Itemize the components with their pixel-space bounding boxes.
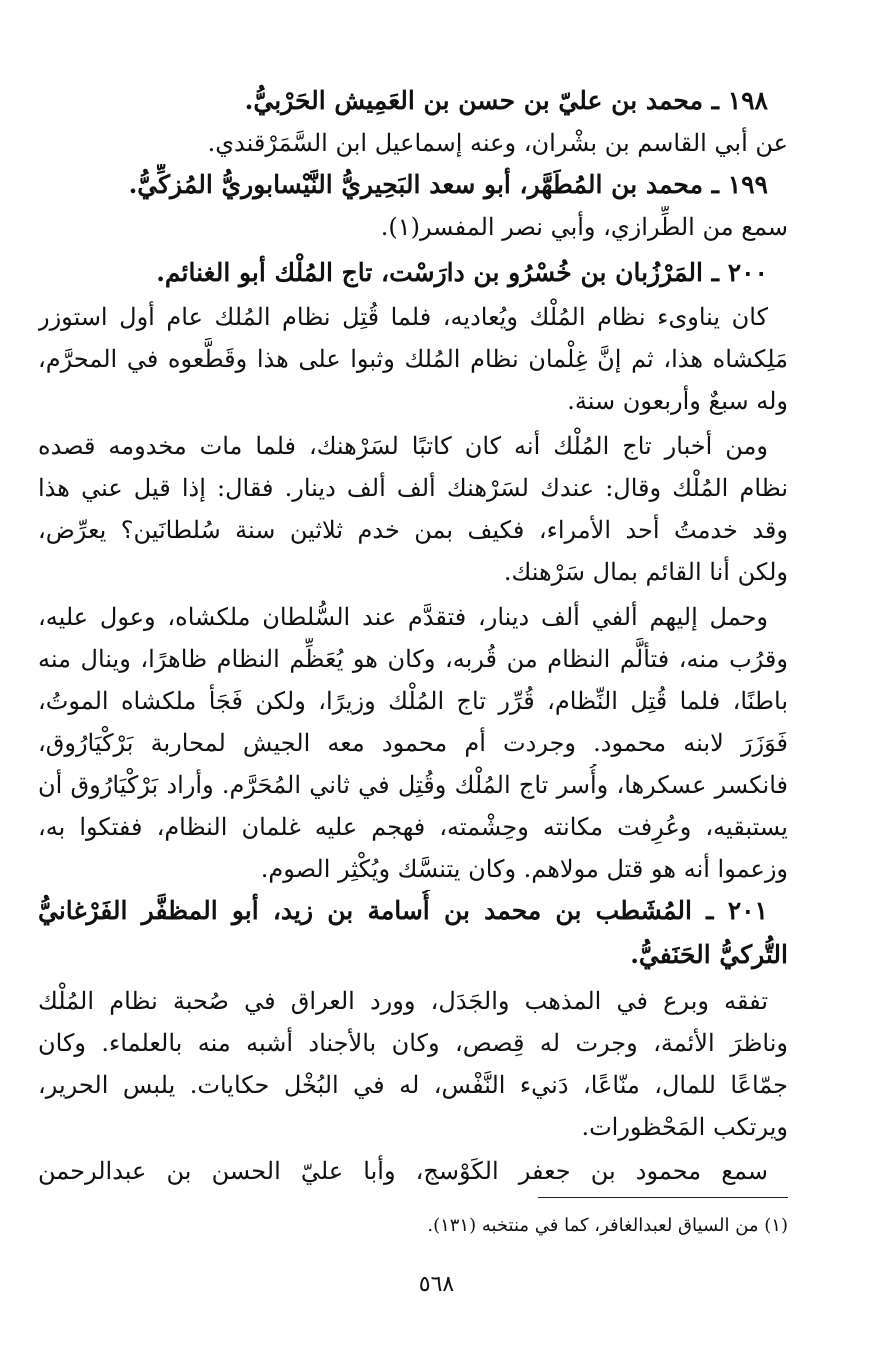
text-line: فانكسر عسكرها، وأُسر تاج المُلْك وقُتِل في ثاني المُحَرَّم. وأراد بَرْكْيَارُوق أن (38, 771, 788, 799)
text-line: عن أبي القاسم بن بشْران، وعنه إسماعيل ابن السَّمَرْقندي. (207, 129, 788, 157)
main-text (38, 0, 788, 1200)
text-line: مَلِكشاه هذا، ثم إنَّ غِلْمان نظام المُلك وثبوا على هذا وقَطَّعوه في المحرَّم، (38, 345, 788, 373)
text-line: وقد خدمتُ أحد الأمراء، فكيف بمن خدم ثلاثين سنة سُلطانَين؟ يعرِّض، (38, 516, 788, 544)
text-line: وله سبعٌ وأربعون سنة. (567, 387, 788, 415)
text-line: ويرتكب المَحْظورات. (581, 1113, 788, 1141)
entry-heading-200: ٢٠٠ ـ المَرْزُبان بن خُسْرُو بن دارَسْت، تاج المُلْك أبو الغنائم. (156, 258, 768, 287)
text-line: كان يناوىء نظام المُلْك ويُعاديه، فلما قُتِل نظام المُلك عام أول استوزر (38, 303, 768, 331)
text-line: نظام المُلْك وقال: عندك لسَرْهنك ألف ألف دينار. فقال: إذا قيل عني هذا (38, 474, 788, 502)
text-line: يستبقيه، وعُرِفت مكانته وحِشْمته، فهجم عليه غلمان النظام، ففتكوا به، (38, 813, 788, 841)
footnote-separator (538, 1197, 788, 1198)
text-line: تفقه وبرع في المذهب والجَدَل، وورد العراق في صُحبة نظام المُلْك (38, 987, 768, 1015)
text-line: فَوَزَرَ لابنه محمود. وجردت أم محمود معه الجيش لمحاربة بَرْكْيَارُوق، (38, 729, 788, 757)
text-line: وقرُب منه، فتألَّم النظام من قُربه، وكان هو يُعَظِّم النظام ظاهرًا، وينال منه (38, 645, 788, 673)
entry-heading-201: ٢٠١ ـ المُشَطب بن محمد بن أُسامة بن زيد، أبو المظفَّر الفَرْغانيُّ (38, 896, 768, 925)
text-line: باطنًا، فلما قُتِل النِّظام، قُرِّر تاج المُلْك وزيرًا، ولكن فَجَأ ملكشاه الموتُ، (38, 687, 788, 715)
footnote: (١) من السياق لعبدالغافر، كما في منتخبه (١٣١). (427, 1215, 788, 1236)
text-line: وزعموا أنه هو قتل مولاهم. وكان يتنسَّك ويُكْثِر الصوم. (260, 855, 788, 883)
text-line: سمع محمود بن جعفر الكَوْسج، وأبا عليّ الحسن بن عبدالرحمن (38, 1157, 768, 1185)
page-number: ٥٦٨ (418, 1272, 455, 1297)
text-line: وناظرَ الأئمة، وجرت له قِصص، وكان بالأجناد أشبه منه بالعلماء. وكان (38, 1029, 788, 1057)
text-line: وحمل إليهم ألفي ألف دينار، فتقدَّم عند السُّلطان ملكشاه، وعول عليه، (38, 603, 768, 631)
text-line: سمع من الطِّرازي، وأبي نصر المفسر(١). (380, 213, 788, 241)
entry-heading-198: ١٩٨ ـ محمد بن عليّ بن حسن بن العَمِيش الحَرْبيُّ. (244, 86, 768, 115)
entry-heading-201-cont: التُّركيُّ الحَنَفيُّ. (630, 940, 788, 969)
entry-heading-199: ١٩٩ ـ محمد بن المُطَهَّر، أبو سعد البَحِيريُّ النَّيْسابوريُّ المُزكِّيُّ. (128, 170, 768, 199)
text-line: جمّاعًا للمال، منّاعًا، دَنيء النَّفْس، له في البُخْل حكايات. يلبس الحرير، (38, 1071, 788, 1099)
text-line: ومن أخبار تاج المُلْك أنه كان كاتبًا لسَرْهنك، فلما مات مخدومه قصده (38, 432, 768, 460)
text-line: ولكن أنا القائم بمال سَرْهنك. (503, 558, 788, 586)
